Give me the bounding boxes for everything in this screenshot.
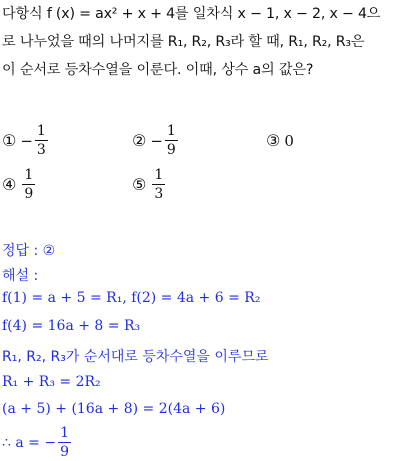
choice-marker: ⑤ <box>132 175 147 194</box>
choice-value: 0 <box>284 131 294 150</box>
choice-fraction <box>35 122 48 159</box>
question-line: 로 나누었을 때의 나머지를 R₁, R₂, R₃라 할 때, R₁, R₂, R₃은 <box>2 34 365 50</box>
solution-line: (a + 5) + (16a + 8) = 2(4a + 6) <box>2 401 226 417</box>
choice-marker: ③ <box>266 131 281 150</box>
choice-fraction <box>22 166 35 203</box>
question-text <box>2 0 398 84</box>
choice-fraction <box>165 122 178 159</box>
solution-line: f(4) = 16a + 8 = R₃ <box>2 318 141 334</box>
choice-marker: ② <box>132 131 147 150</box>
fraction-numerator: 1 <box>166 123 176 139</box>
answer-line: 정답 : ② <box>2 243 56 259</box>
choice-2[interactable] <box>132 122 180 159</box>
fraction-numerator: 1 <box>60 425 69 441</box>
fraction-numerator: 1 <box>154 167 164 183</box>
choice-sign: − <box>20 131 33 150</box>
fraction-numerator: 1 <box>36 123 46 139</box>
conclusion-fraction <box>58 424 71 461</box>
choice-sign: − <box>150 131 163 150</box>
conclusion-prefix: ∴ a = − <box>2 434 57 451</box>
fraction-denominator: 9 <box>24 186 34 202</box>
choice-5[interactable] <box>132 166 167 203</box>
question-line: 이 순서로 등차수열을 이룬다. 이때, 상수 a의 값은? <box>2 62 314 78</box>
choice-3[interactable] <box>266 131 294 150</box>
solution-heading: 해설 : <box>2 268 39 284</box>
fraction-denominator: 9 <box>166 142 176 158</box>
fraction-denominator: 3 <box>36 142 46 158</box>
solution-line: R₁, R₂, R₃가 순서대로 등차수열을 이루므로 <box>2 349 269 365</box>
choice-marker: ④ <box>2 175 17 194</box>
solution-line: f(1) = a + 5 = R₁, f(2) = 4a + 6 = R₂ <box>2 290 261 306</box>
fraction-numerator: 1 <box>24 167 34 183</box>
choice-1[interactable] <box>2 122 50 159</box>
choice-marker: ① <box>2 131 17 150</box>
solution-line: R₁ + R₃ = 2R₂ <box>2 374 101 390</box>
choice-4[interactable] <box>2 166 37 203</box>
fraction-denominator: 3 <box>154 186 164 202</box>
solution-conclusion <box>2 424 73 461</box>
choice-fraction <box>152 166 165 203</box>
fraction-denominator: 9 <box>60 444 69 460</box>
question-line: 다항식 f (x) = ax² + x + 4를 일차식 x − 1, x − 2, x − 4으 <box>2 6 381 22</box>
